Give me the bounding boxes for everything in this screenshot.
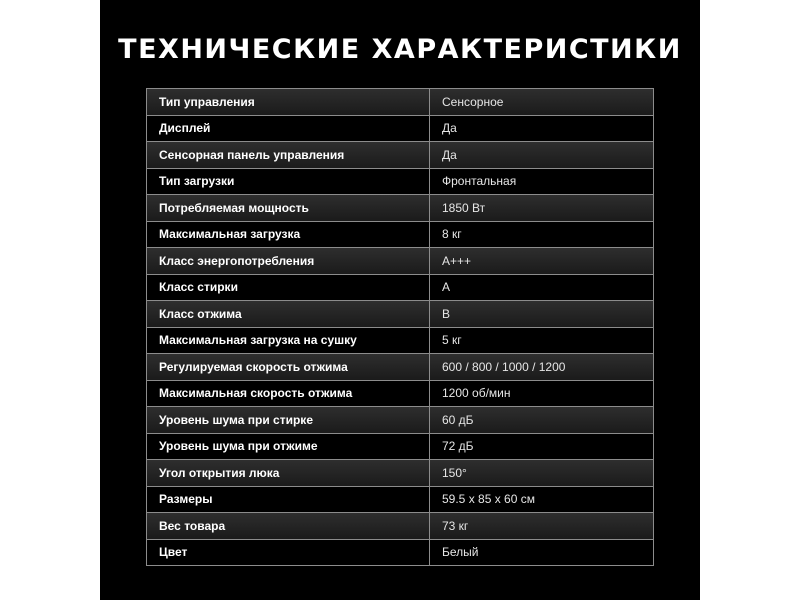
table-row (147, 486, 654, 513)
spec-value-cell: Да (430, 142, 654, 169)
spec-name-cell: Угол открытия люка (147, 460, 430, 487)
spec-value-cell: 8 кг (430, 221, 654, 248)
spec-value-cell: 150° (430, 460, 654, 487)
spec-name-cell: Класс стирки (147, 274, 430, 301)
spec-value-cell: А (430, 274, 654, 301)
spec-value-cell: 59.5 х 85 х 60 см (430, 486, 654, 513)
spec-name-cell: Потребляемая мощность (147, 195, 430, 222)
page-title: ТЕХНИЧЕСКИЕ ХАРАКТЕРИСТИКИ (118, 34, 682, 65)
table-row (147, 274, 654, 301)
spec-name-cell: Максимальная скорость отжима (147, 380, 430, 407)
spec-panel (100, 0, 700, 600)
table-row (147, 407, 654, 434)
table-row (147, 513, 654, 540)
spec-value-cell: 1200 об/мин (430, 380, 654, 407)
spec-name-cell: Дисплей (147, 115, 430, 142)
table-row (147, 142, 654, 169)
spec-value-cell: Фронтальная (430, 168, 654, 195)
spec-name-cell: Уровень шума при отжиме (147, 433, 430, 460)
spec-name-cell: Размеры (147, 486, 430, 513)
spec-value-cell: 60 дБ (430, 407, 654, 434)
table-row (147, 221, 654, 248)
table-row (147, 248, 654, 275)
spec-value-cell: Белый (430, 539, 654, 566)
table-row (147, 168, 654, 195)
spec-name-cell: Цвет (147, 539, 430, 566)
table-row (147, 327, 654, 354)
spec-name-cell: Тип управления (147, 89, 430, 116)
table-row (147, 433, 654, 460)
spec-value-cell: 72 дБ (430, 433, 654, 460)
spec-value-cell: 600 / 800 / 1000 / 1200 (430, 354, 654, 381)
spec-name-cell: Максимальная загрузка на сушку (147, 327, 430, 354)
spec-name-cell: Тип загрузки (147, 168, 430, 195)
table-row (147, 460, 654, 487)
table-row (147, 301, 654, 328)
spec-value-cell: А+++ (430, 248, 654, 275)
spec-value-cell: В (430, 301, 654, 328)
spec-name-cell: Максимальная загрузка (147, 221, 430, 248)
table-row (147, 380, 654, 407)
spec-value-cell: 1850 Вт (430, 195, 654, 222)
spec-name-cell: Вес товара (147, 513, 430, 540)
spec-name-cell: Регулируемая скорость отжима (147, 354, 430, 381)
spec-table (146, 88, 654, 566)
table-row (147, 115, 654, 142)
spec-table-body (147, 89, 654, 566)
spec-name-cell: Сенсорная панель управления (147, 142, 430, 169)
spec-name-cell: Уровень шума при стирке (147, 407, 430, 434)
table-row (147, 354, 654, 381)
spec-value-cell: 5 кг (430, 327, 654, 354)
spec-name-cell: Класс энергопотребления (147, 248, 430, 275)
spec-name-cell: Класс отжима (147, 301, 430, 328)
spec-value-cell: Сенсорное (430, 89, 654, 116)
table-row (147, 539, 654, 566)
spec-value-cell: Да (430, 115, 654, 142)
spec-value-cell: 73 кг (430, 513, 654, 540)
table-row (147, 89, 654, 116)
table-row (147, 195, 654, 222)
